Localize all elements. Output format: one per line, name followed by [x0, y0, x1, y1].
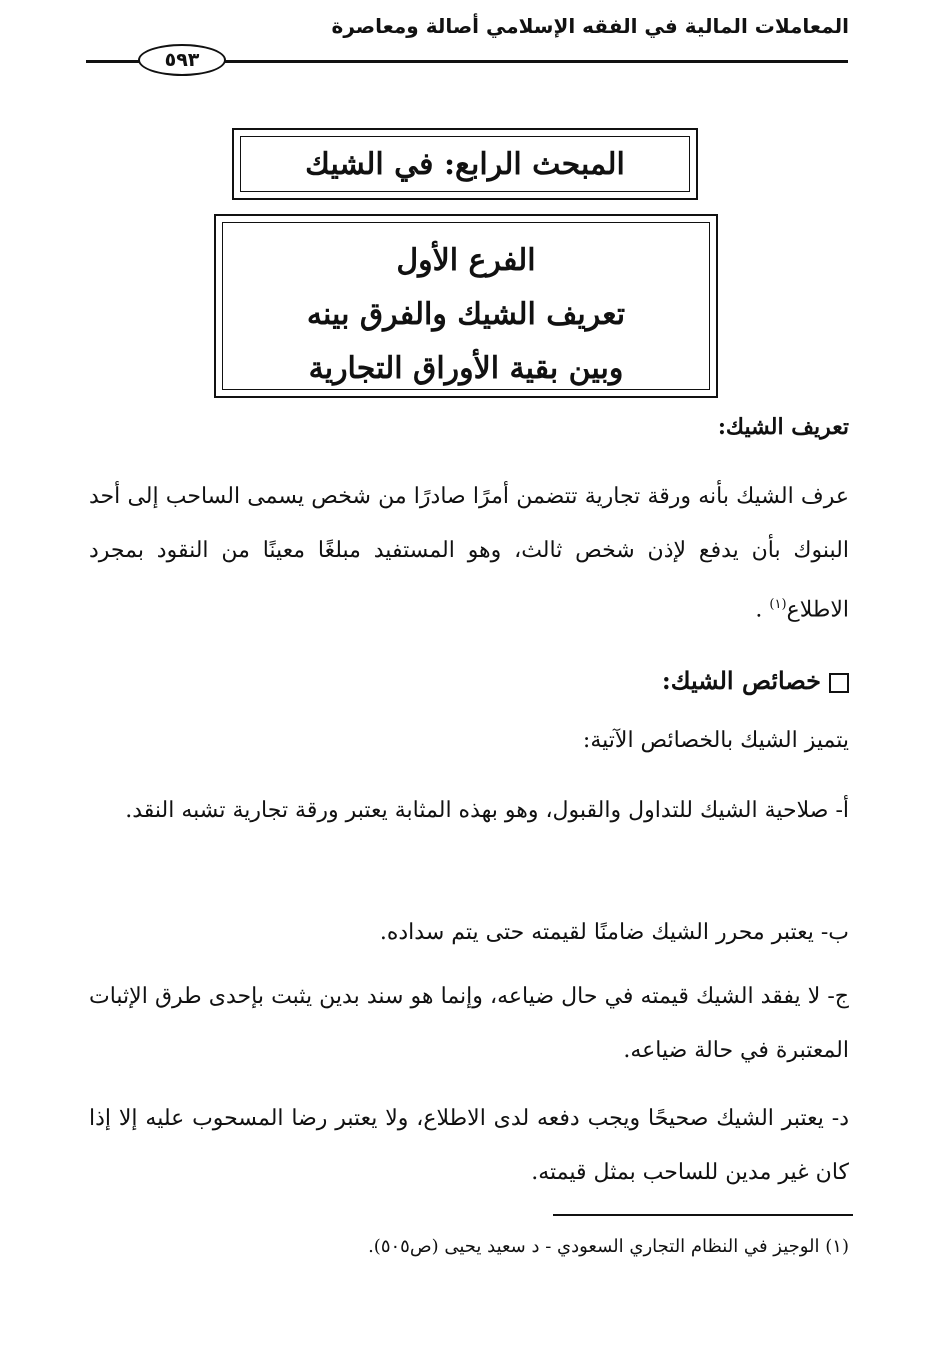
definition-paragraph [89, 470, 849, 637]
branch-title-line1: الفرع الأول [396, 243, 536, 278]
branch-title-line3: وبين بقية الأوراق التجارية [308, 351, 624, 386]
definition-heading: تعريف الشيك: [717, 414, 849, 440]
characteristics-intro: يتميز الشيك بالخصائص الآتية: [582, 728, 849, 753]
footnote: (١) الوجيز في النظام التجاري السعودي - د سعيد يحيى (ص٥٠٥). [368, 1236, 849, 1257]
section-title-box [232, 128, 698, 200]
characteristic-item-a: أ- صلاحية الشيك للتداول والقبول، وهو بهذه المثابة يعتبر ورقة تجارية تشبه النقد. [125, 798, 849, 823]
section-title: المبحث الرابع: في الشيك [305, 146, 625, 182]
square-bullet-icon [829, 673, 849, 693]
characteristic-item-d: د- يعتبر الشيك صحيحًا ويجب دفعه لدى الاطلاع، ولا يعتبر رضا المسحوب عليه إلا إذا كان غير مدين للساحب بمثل قيمته. [89, 1106, 849, 1185]
page-number: ٥٩٣ [138, 44, 226, 76]
branch-title-box [214, 214, 718, 398]
footnote-rule [553, 1214, 853, 1216]
branch-title-line2: تعريف الشيك والفرق بينه [306, 297, 626, 332]
definition-end: . [755, 597, 763, 623]
characteristic-item-c: ج- لا يفقد الشيك قيمته في حال ضياعه، وإنما هو سند بدين يثبت بإحدى طرق الإثبات المعتبرة في حالة ضياعه. [89, 984, 849, 1063]
characteristics-heading-row [89, 666, 849, 695]
running-header: المعاملات المالية في الفقه الإسلامي أصالة ومعاصرة [331, 14, 849, 38]
footnote-marker: (١) [769, 597, 787, 612]
definition-text: عرف الشيك بأنه ورقة تجارية تتضمن أمرًا صادرًا من شخص يسمى الساحب إلى أحد البنوك بأن يدفع لإذن شخص ثالث، وهو المستفيد مبلغًا معينًا من النقود بمجرد الاطلاع [89, 484, 849, 623]
characteristic-item-b: ب- يعتبر محرر الشيك ضامنًا لقيمته حتى يتم سداده. [379, 920, 849, 945]
characteristics-heading: خصائص الشيك: [661, 666, 821, 695]
